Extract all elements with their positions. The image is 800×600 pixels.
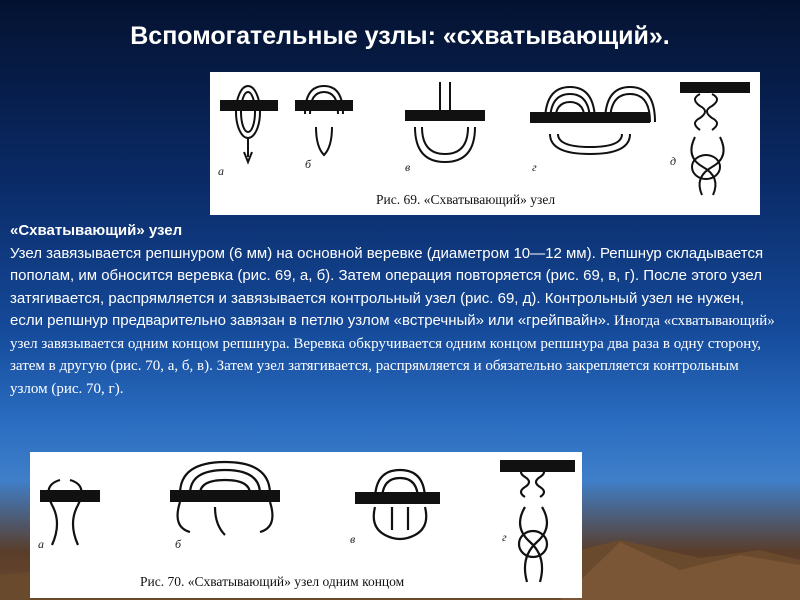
slide-title: Вспомогательные узлы: «схватывающий». [130, 22, 670, 50]
fig70-label-v: в [350, 532, 356, 546]
fig70-label-a: а [38, 537, 44, 551]
description-text [10, 220, 780, 400]
fig69-label-b: б [305, 157, 312, 171]
fig69-label-a: а [218, 164, 224, 178]
fig69-label-g: г [532, 160, 537, 174]
fig70-label-g: г [502, 530, 507, 544]
fig69-label-v: в [405, 160, 411, 174]
text-heading: «Схватывающий» узел [10, 222, 183, 239]
fig70-label-b: б [175, 537, 182, 551]
figure-69 [210, 72, 760, 215]
fig69-label-d: д [670, 154, 677, 168]
text-serif-part: Иногда «схватывающий» узел завязывается одним концом репшнура. Веревка обкручивается одним концом репшнура два раза в одну сторону, затем в другую (рис. 70, а, б, в). Затем узел затягивается, распрямляется и обязательно закрепляется контрольным узлом (рис. 70, г). [10, 313, 775, 397]
text-sans-part: Узел завязывается репшнуром (6 мм) на основной веревке (диаметром 10—12 мм). Репшнур складывается пополам, им обносится веревка (рис. 69, а, б). Затем операция повторяется (рис. 69, в, г). После этого узел затягивается, распрямляется и завязывается контрольный узел (рис. 69, д). Контрольный узел не нужен, если репшнур предварительно завязан в петлю узлом «встречный» или «грейпвайн». [10, 244, 764, 329]
figure-70-caption: Рис. 70. «Схватывающий» узел одним концом [140, 574, 405, 589]
figure-69-caption: Рис. 69. «Схватывающий» узел [376, 192, 556, 207]
figure-70 [30, 452, 582, 598]
